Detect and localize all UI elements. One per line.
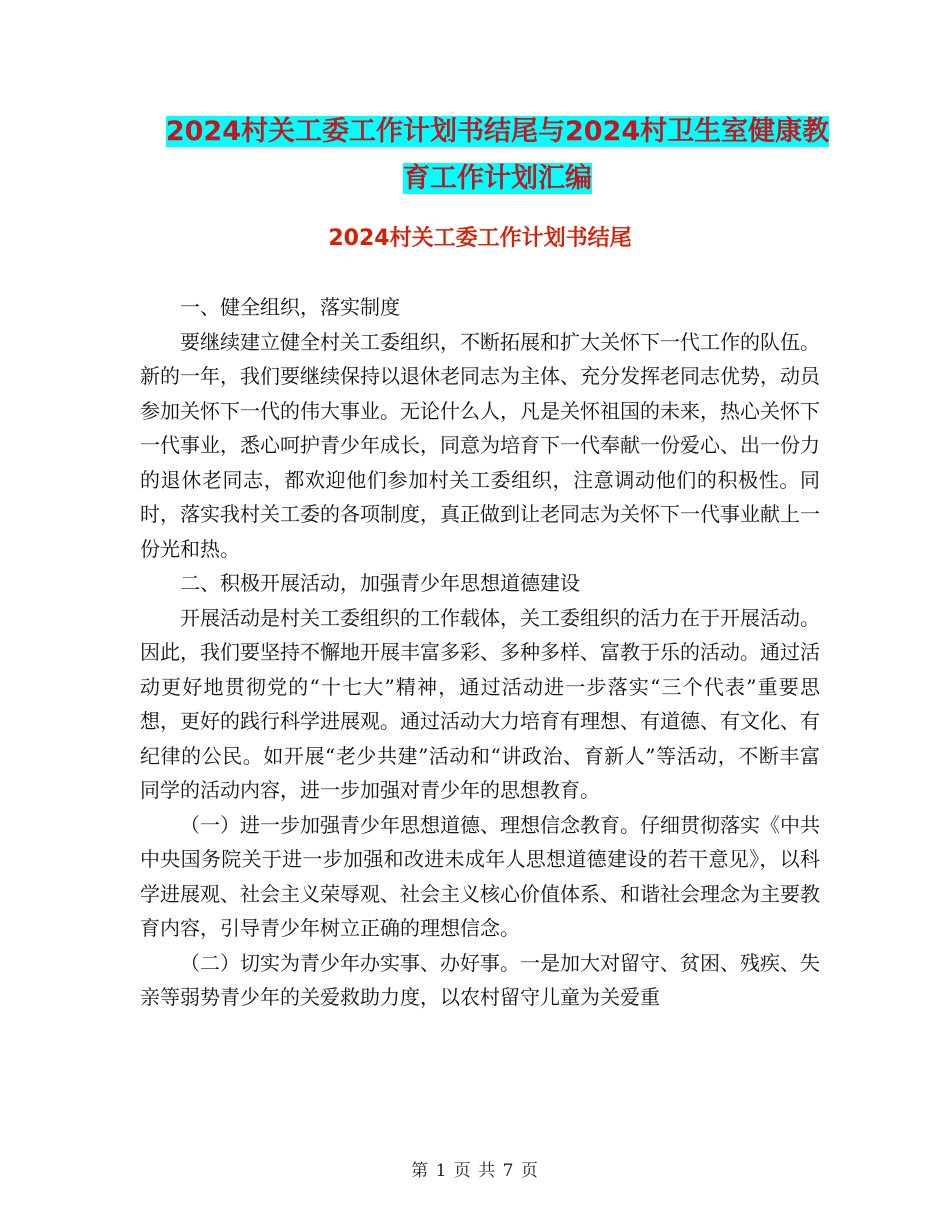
paragraph-item-1: （一）进一步加强青少年思想道德、理想信念教育。仔细贯彻落实《中共中央国务院关于进一步加强和改进未成年人思想道德建设的若干意见》，以科学进展观、社会主义荣辱观、社会主义核心价值体系、和谐社会理念为主要教育内容，引导青少年树立正确的理想信念。 [140, 812, 820, 940]
page-footer: 第 1 页 共 7 页 [411, 1161, 539, 1181]
document-title-line-1: 2024村关工委工作计划书结尾与2024村卫生室健康教 [165, 116, 830, 147]
document-body [140, 290, 820, 1015]
document-title [130, 108, 865, 202]
paragraph-organization: 要继续建立健全村关工委组织，不断拓展和扩大关怀下一代工作的队伍。新的一年，我们要继续保持以退休老同志为主体、充分发挥老同志优势，动员参加关怀下一代的伟大事业。无论什么人，凡是关怀祖国的未来，热心关怀下一代事业，悉心呵护青少年成长，同意为培育下一代奉献一份爱心、出一份力的退休老同志，都欢迎他们参加村关工委组织，注意调动他们的积极性。同时，落实我村关工委的各项制度，真正做到让老同志为关怀下一代事业献上一份光和热。 [140, 329, 820, 561]
paragraph-activities: 开展活动是村关工委组织的工作载体，关工委组织的活力在于开展活动。因此，我们要坚持不懈地开展丰富多彩、多种多样、富教于乐的活动。通过活动更好地贯彻党的“十七大”精神，通过活动进一步落实“三个代表”重要思想，更好的践行科学进展观。通过活动大力培育有理想、有道德、有文化、有纪律的公民。如开展“老少共建”活动和“讲政治、育新人”等活动，不断丰富同学的活动内容，进一步加强对青少年的思想教育。 [140, 605, 820, 802]
document-title-line-2: 育工作计划汇编 [403, 163, 592, 194]
heading-activities: 二、积极开展活动，加强青少年思想道德建设 [180, 571, 580, 595]
paragraph-item-2: （二）切实为青少年办实事、办好事。一是加大对留守、贫困、残疾、失亲等弱势青少年的关爱救助力度，以农村留守儿童为关爱重 [140, 950, 820, 1009]
section-title: 2024村关工委工作计划书结尾 [328, 226, 632, 251]
heading-organization: 一、健全组织，落实制度 [180, 295, 400, 319]
